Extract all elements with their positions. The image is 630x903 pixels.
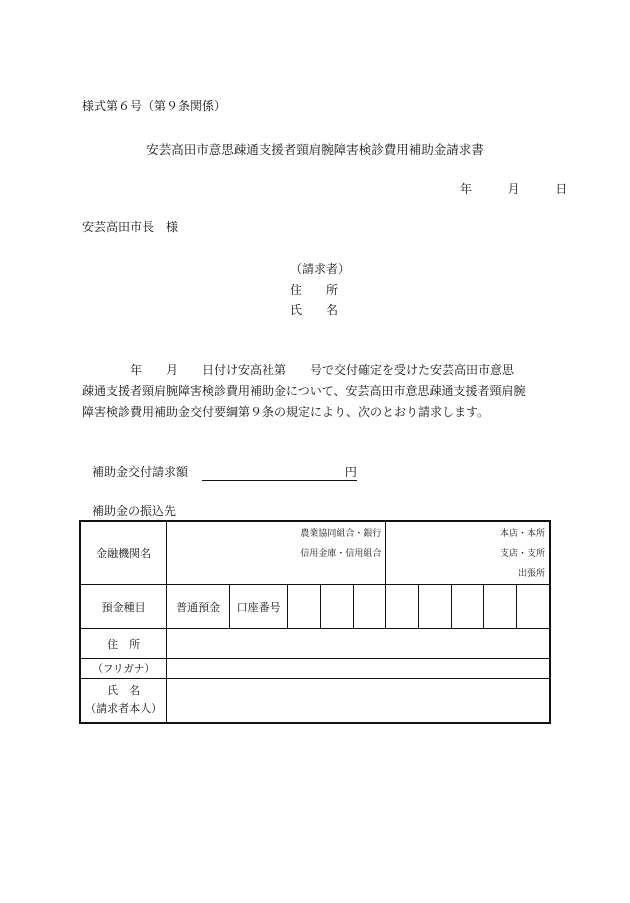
account-digit-field[interactable] bbox=[419, 585, 452, 629]
account-digit-field[interactable] bbox=[484, 585, 517, 629]
date-line bbox=[460, 180, 567, 197]
body-line: 疎通支援者頸肩腕障害検診費用補助金について、安芸高田市意思疎通支援者頸肩腕 bbox=[82, 384, 526, 398]
date-month: 月 bbox=[507, 182, 520, 196]
document-title: 安芸高田市意思疎通支援者頸肩腕障害検診費用補助金請求書 bbox=[146, 142, 484, 157]
body-paragraph bbox=[82, 360, 552, 423]
furigana-field[interactable] bbox=[167, 659, 550, 679]
branch-type-option: 出張所 bbox=[517, 569, 545, 579]
name-label: 氏 名 bbox=[107, 684, 141, 698]
furigana-label: （フリガナ） bbox=[80, 659, 167, 679]
requester-label: （請求者） bbox=[290, 262, 351, 276]
bank-name-field[interactable] bbox=[167, 521, 386, 585]
account-digit-field[interactable] bbox=[321, 585, 354, 629]
account-digit-field[interactable] bbox=[288, 585, 321, 629]
branch-type-option: 支店・支所 bbox=[499, 549, 545, 559]
requester-address-label: 住 所 bbox=[290, 283, 339, 297]
bank-type-option: 農業協同組合・銀行 bbox=[300, 529, 382, 539]
account-holder-label bbox=[80, 679, 167, 723]
form-number: 様式第６号（第９条関係） bbox=[82, 99, 227, 113]
account-digit-field[interactable] bbox=[451, 585, 484, 629]
deposit-type-value: 普通預金 bbox=[167, 585, 229, 629]
addressee: 安芸高田市長 様 bbox=[82, 220, 179, 234]
account-holder-field[interactable] bbox=[167, 679, 550, 723]
self-label: （請求者本人） bbox=[85, 702, 163, 716]
address-label: 住 所 bbox=[80, 629, 167, 659]
bank-type-option: 信用金庫・信用組合 bbox=[300, 549, 382, 559]
deposit-type-label: 預金種目 bbox=[80, 585, 167, 629]
date-year: 年 bbox=[460, 182, 473, 196]
branch-name-field[interactable] bbox=[386, 521, 550, 585]
requester-name-label: 氏 名 bbox=[290, 303, 339, 317]
account-digit-field[interactable] bbox=[386, 585, 419, 629]
address-field[interactable] bbox=[167, 629, 550, 659]
account-digit-field[interactable] bbox=[517, 585, 550, 629]
amount-unit: 円 bbox=[344, 465, 357, 479]
bank-account-table bbox=[79, 520, 551, 724]
account-digit-field[interactable] bbox=[353, 585, 386, 629]
amount-field[interactable] bbox=[202, 463, 357, 481]
branch-type-option: 本店・本所 bbox=[499, 529, 545, 539]
amount-label: 補助金交付請求額 bbox=[92, 465, 189, 479]
account-number-label: 口座番号 bbox=[229, 585, 288, 629]
date-day: 日 bbox=[555, 182, 568, 196]
bank-name-label: 金融機関名 bbox=[80, 521, 167, 585]
body-line: 障害検診費用補助金交付要綱第９条の規定により、次のとおり請求します。 bbox=[82, 405, 490, 419]
transfer-destination-label: 補助金の振込先 bbox=[92, 504, 177, 518]
body-line: 年 月 日付け安高社第 号で交付確定を受けた安芸高田市意思 bbox=[82, 363, 515, 377]
amount-row bbox=[92, 463, 357, 481]
